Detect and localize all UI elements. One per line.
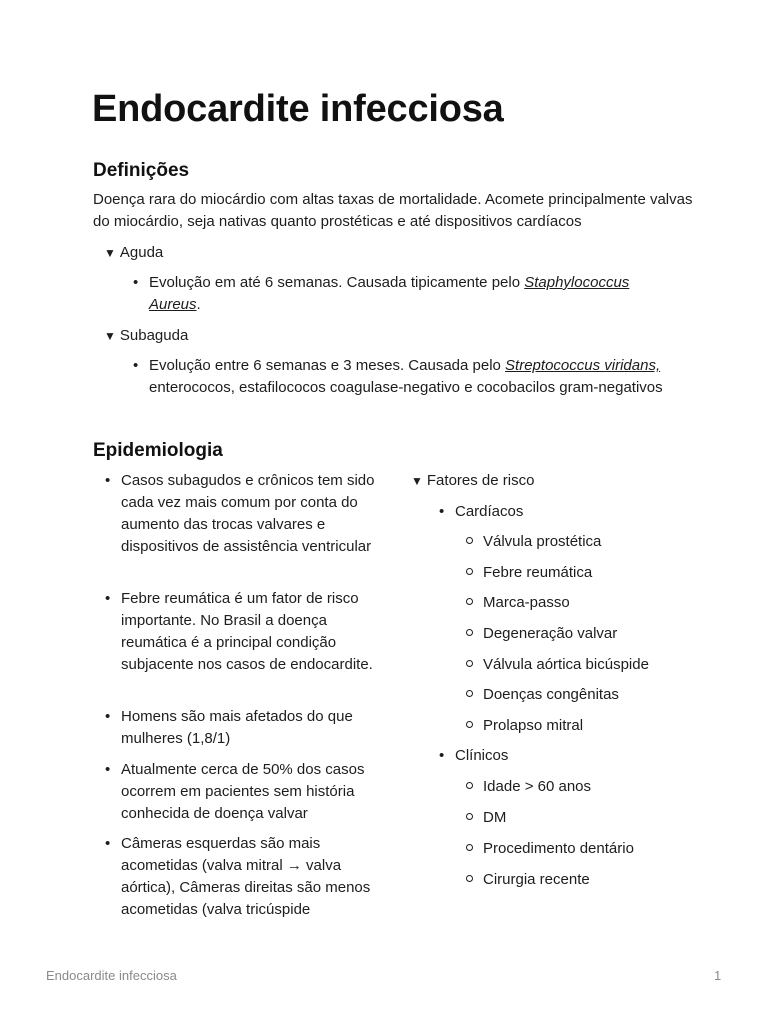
circle-bullet-icon [466,782,473,789]
bullet-dot-icon: • [133,274,139,291]
list-item [483,592,570,614]
list-item-cardiacos [439,501,524,523]
list-item [483,869,590,891]
epi-bullet-text: Casos subagudos e crônicos tem sido cada vez mais comum por conta do aumento das trocas valvares e dispositivos de assistência ventricular [121,472,375,555]
triangle-down-icon[interactable]: ▼ [411,474,423,488]
aguda-text: Evolução em até 6 semanas. Causada tipicamente pelo [149,274,525,291]
epi-bullet-text: Atualmente cerca de 50% dos casos ocorrem em pacientes sem história conhecida de doença valvar [121,761,365,822]
circle-bullet-icon [466,690,473,697]
list-item-subaguda [133,355,679,399]
bullet-dot-icon: • [105,761,111,778]
risk-item-text: Marca-passo [483,594,570,611]
risk-item-text: Procedimento dentário [483,840,634,857]
risk-item-text: DM [483,809,507,826]
aguda-link[interactable]: Staphylococcus Aureus [149,274,630,313]
bullet-dot-icon: • [439,503,445,520]
circle-bullet-icon [466,721,473,728]
circle-bullet-icon [466,660,473,667]
bullet-dot-icon: • [105,835,111,852]
circle-bullet-icon [466,813,473,820]
bullet-dot-icon: • [439,747,445,764]
risk-item-text: Febre reumática [483,564,593,581]
list-item [483,562,592,584]
toggle-fatores-de-risco[interactable] [411,470,534,492]
list-item [483,654,649,676]
circle-bullet-icon [466,844,473,851]
toggle-subaguda-label: Subaguda [119,327,189,344]
subaguda-link[interactable]: Streptococcus viridans, [505,357,661,374]
risk-item-text: Válvula prostética [483,533,602,550]
definicoes-intro: Doença rara do miocárdio com altas taxas de mortalidade. Acomete principalmente valvas do miocárdio, seja nativas quanto prostéticas e até dispositivos cardíacos [93,191,693,230]
toggle-aguda-label: Aguda [119,244,164,261]
toggle-fatores-label: Fatores de risco [426,472,535,489]
epi-bullet-text: Homens são mais afetados do que mulheres (1,8/1) [121,708,353,747]
section-heading-epidemiologia: Epidemiologia [93,440,223,461]
triangle-down-icon[interactable]: ▼ [104,246,116,260]
subaguda-text: Evolução entre 6 semanas e 3 meses. Causada pelo [149,357,506,374]
footer-document-name: Endocardite infecciosa [46,968,177,983]
circle-bullet-icon [466,537,473,544]
list-item [483,623,617,645]
circle-bullet-icon [466,568,473,575]
subaguda-text-end: enterococos, estafilococos coagulase-negativo e cocobacilos gram-negativos [149,379,663,396]
footer-page-number: 1 [714,968,722,983]
circle-bullet-icon [466,629,473,636]
epi-bullet-text: Câmeras esquerdas são mais acometidas (valva mitral → valva aórtica), Câmeras direitas são menos acometidas (valva tricúspide [121,835,371,918]
list-item [483,838,634,860]
risk-item-text: Válvula aórtica bicúspide [483,656,649,673]
clinicos-label: Clínicos [455,747,509,764]
page-title: Endocardite infecciosa [92,88,504,130]
bullet-dot-icon: • [105,590,111,607]
cardiacos-label: Cardíacos [455,503,524,520]
risk-item-text: Degeneração valvar [483,625,618,642]
risk-item-text: Prolapso mitral [483,717,584,734]
list-item [483,531,601,553]
list-item [105,833,376,921]
list-item [483,776,591,798]
toggle-subaguda[interactable] [104,325,188,347]
list-item-clinicos [439,745,509,767]
toggle-aguda[interactable] [104,242,163,264]
triangle-down-icon[interactable]: ▼ [104,329,116,343]
bullet-dot-icon: • [105,472,111,489]
bullet-dot-icon: • [105,708,111,725]
list-item [105,588,376,676]
circle-bullet-icon [466,875,473,882]
risk-item-text: Idade > 60 anos [483,778,592,795]
risk-item-text: Doenças congênitas [483,686,619,703]
epi-bullet-text: Febre reumática é um fator de risco importante. No Brasil a doença reumática é a principal condição subjacente nos casos de endocardite. [121,590,373,673]
circle-bullet-icon [466,598,473,605]
list-item [483,715,583,737]
list-item [105,759,376,825]
list-item [483,684,619,706]
list-item [483,807,506,829]
list-item [105,706,376,750]
aguda-text-end: . [196,296,201,313]
section-heading-definicoes: Definições [93,160,190,181]
bullet-dot-icon: • [133,357,139,374]
list-item-aguda [133,272,669,316]
risk-item-text: Cirurgia recente [483,871,590,888]
list-item [105,470,376,558]
